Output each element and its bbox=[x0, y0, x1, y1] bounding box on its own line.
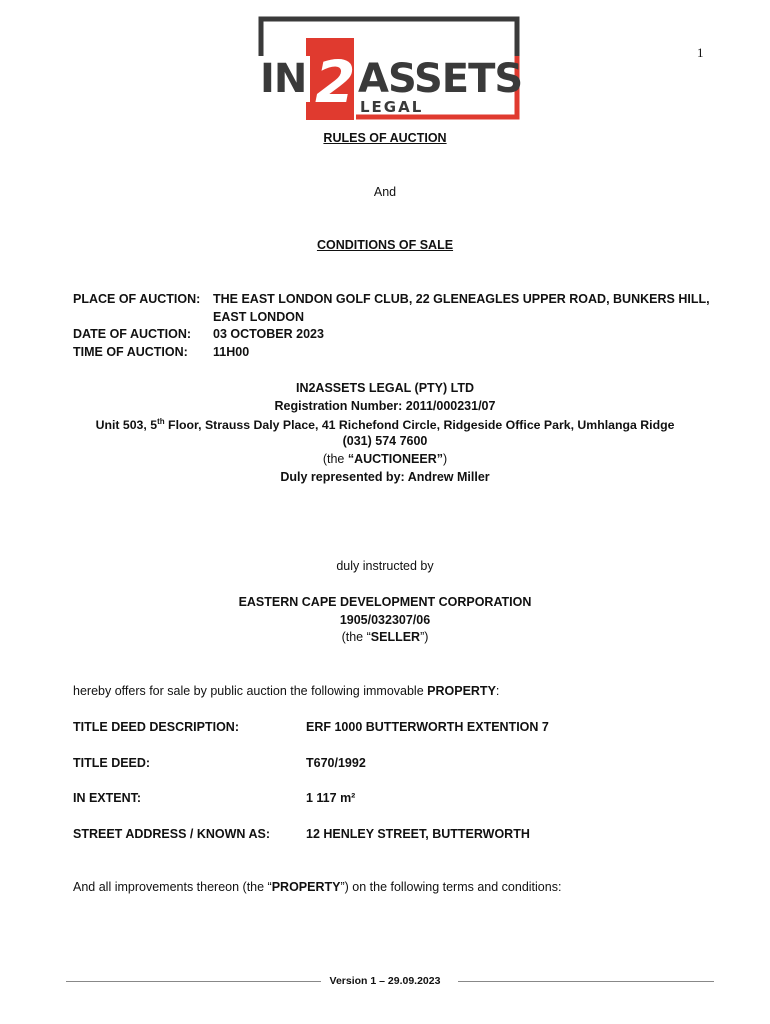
footer-version: Version 1 – 29.09.2023 bbox=[329, 975, 441, 987]
logo-assets-text: ASSETS bbox=[358, 56, 523, 102]
page-number: 1 bbox=[697, 45, 704, 60]
property-value-title-deed: T670/1992 bbox=[306, 756, 366, 770]
auctioneer-represented: Duly represented by: Andrew Miller bbox=[280, 470, 490, 484]
logo bbox=[258, 16, 523, 120]
offer-text bbox=[73, 684, 499, 698]
seller-role-bold: SELLER bbox=[370, 630, 421, 644]
auctioneer-role-bold: “AUCTIONEER” bbox=[347, 452, 443, 466]
auctioneer-name: IN2ASSETS LEGAL (PTY) LTD bbox=[295, 381, 475, 395]
place-value-line1: THE EAST LONDON GOLF CLUB, 22 GLENEAGLES UPPER ROAD, BUNKERS HILL, bbox=[213, 292, 710, 306]
closing-pre: And all improvements thereon (the “ bbox=[73, 880, 272, 894]
property-value-title-deed-description: ERF 1000 BUTTERWORTH EXTENTION 7 bbox=[306, 720, 549, 734]
seller-role-pre: (the “ bbox=[341, 630, 371, 644]
closing-bold: PROPERTY bbox=[271, 880, 341, 894]
time-value: 11H00 bbox=[213, 345, 250, 359]
auctioneer-address bbox=[0, 417, 770, 432]
property-label-street-address: STREET ADDRESS / KNOWN AS: bbox=[73, 827, 270, 841]
address-start: Unit 503, 5 bbox=[95, 418, 158, 433]
date-label: DATE OF AUCTION: bbox=[73, 327, 192, 341]
conditions-heading: CONDITIONS OF SALE bbox=[316, 238, 454, 252]
footer-rule-right bbox=[458, 981, 714, 982]
closing-text bbox=[73, 880, 561, 894]
property-label-title-deed: TITLE DEED: bbox=[73, 756, 151, 770]
logo-legal-text: LEGAL bbox=[360, 98, 424, 116]
auctioneer-role bbox=[0, 452, 770, 466]
place-label: PLACE OF AUCTION: bbox=[73, 292, 201, 306]
property-label-extent: IN EXTENT: bbox=[73, 791, 142, 805]
closing-post: ”) on the following terms and conditions: bbox=[340, 880, 562, 894]
instructed-text: duly instructed by bbox=[336, 559, 434, 573]
seller-number: 1905/032307/06 bbox=[339, 613, 431, 627]
seller-role-post: ”) bbox=[420, 630, 429, 644]
date-value: 03 OCTOBER 2023 bbox=[213, 327, 324, 341]
time-label: TIME OF AUCTION: bbox=[73, 345, 188, 359]
auctioneer-role-pre: (the bbox=[322, 452, 348, 466]
logo-in-text: IN bbox=[260, 56, 310, 102]
and-text: And bbox=[373, 185, 397, 199]
offer-pre: hereby offers for sale by public auction the following immovable bbox=[73, 684, 428, 698]
seller-role bbox=[0, 630, 770, 644]
offer-post: : bbox=[495, 684, 500, 698]
auctioneer-phone: (031) 574 7600 bbox=[342, 434, 428, 448]
auctioneer-registration: Registration Number: 2011/000231/07 bbox=[274, 399, 496, 413]
address-end: Floor, Strauss Daly Place, 41 Richefond Circle, Ridgeside Office Park, Umhlanga Ridge bbox=[164, 418, 675, 433]
property-label-title-deed-description: TITLE DEED DESCRIPTION: bbox=[73, 720, 239, 734]
place-value-line2: EAST LONDON bbox=[213, 310, 304, 324]
property-value-street-address: 12 HENLEY STREET, BUTTERWORTH bbox=[306, 827, 530, 841]
logo-2-text: 2 bbox=[315, 48, 356, 116]
address-superscript: th bbox=[157, 417, 165, 426]
rules-heading: RULES OF AUCTION bbox=[323, 131, 447, 145]
auctioneer-role-post: ) bbox=[443, 452, 448, 466]
property-value-extent: 1 117 m² bbox=[306, 791, 356, 805]
offer-bold: PROPERTY bbox=[427, 684, 496, 698]
seller-name: EASTERN CAPE DEVELOPMENT CORPORATION bbox=[238, 595, 532, 609]
